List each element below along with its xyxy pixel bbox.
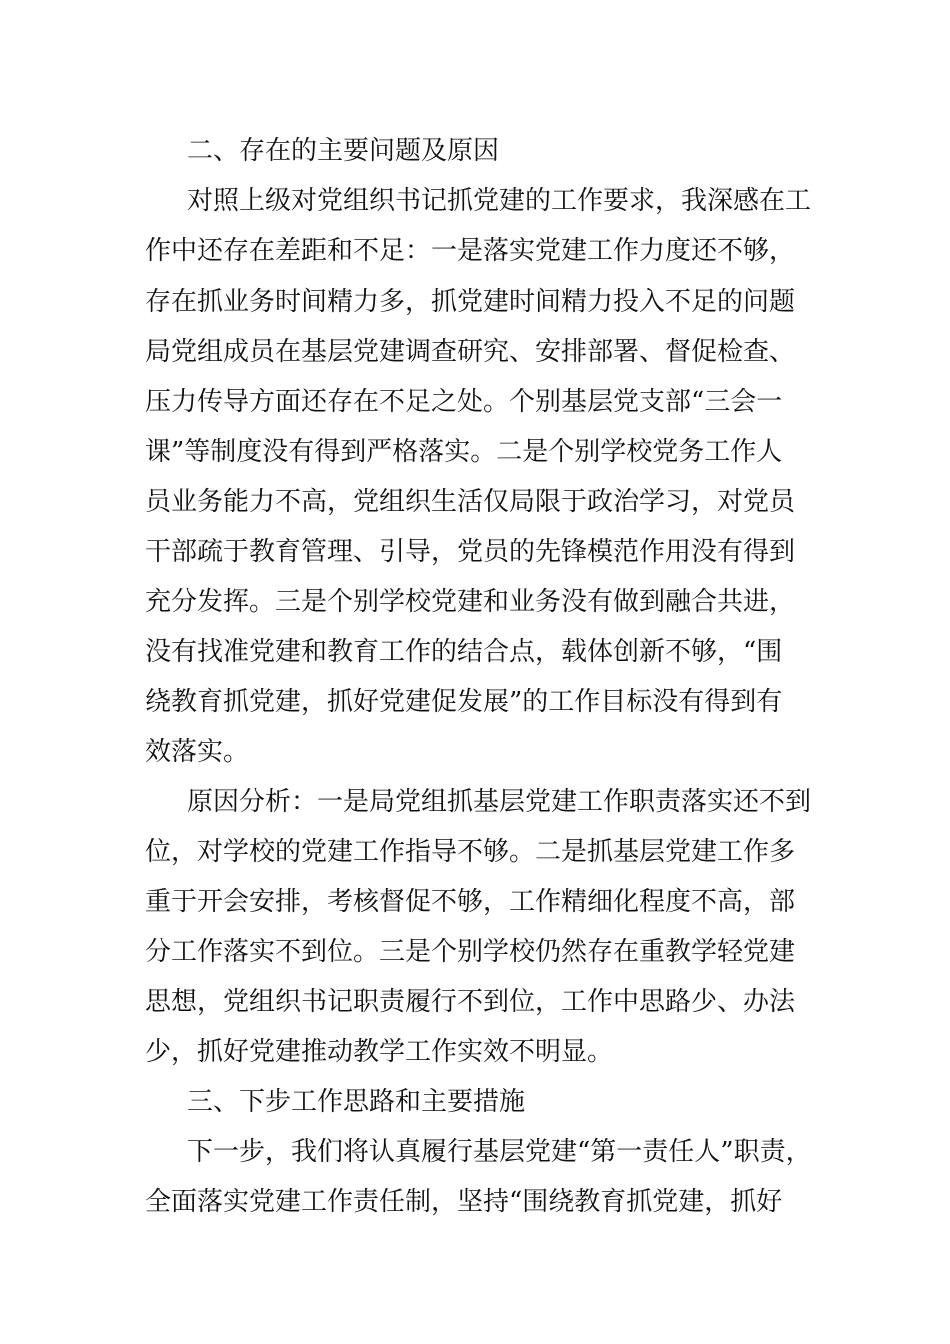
section-heading-next-steps: 三、下步工作思路和主要措施 (187, 1087, 526, 1117)
cause-paragraph-line: 思想，党组织书记职责履行不到位，工作中思路少、办法 (145, 987, 796, 1017)
problems-paragraph-line: 充分发挥。三是个别学校党建和业务没有做到融合共进， (145, 587, 796, 617)
cause-paragraph-line: 位，对学校的党建工作指导不够。二是抓基层党建工作多 (145, 837, 796, 867)
problems-paragraph-line: 没有找准党建和教育工作的结合点，载体创新不够，“围 (145, 637, 783, 667)
problems-paragraph-line: 作中还存在差距和不足：一是落实党建工作力度还不够， (145, 236, 796, 266)
problems-paragraph-line: 课”等制度没有得到严格落实。二是个别学校党务工作人 (145, 437, 783, 467)
cause-paragraph-line: 分工作落实不到位。三是个别学校仍然存在重教学轻党建 (145, 937, 796, 967)
problems-paragraph-line: 干部疏于教育管理、引导，党员的先锋模范作用没有得到 (145, 537, 796, 567)
cause-paragraph-line: 原因分析：一是局党组抓基层党建工作职责落实还不到 (187, 787, 812, 817)
problems-paragraph-line: 员业务能力不高，党组织生活仅局限于政治学习，对党员 (145, 487, 796, 517)
problems-paragraph-line: 绕教育抓党建，抓好党建促发展”的工作目标没有得到有 (145, 687, 783, 717)
problems-paragraph-line: 局党组成员在基层党建调查研究、安排部署、督促检查、 (145, 337, 796, 367)
next-steps-paragraph-line: 下一步，我们将认真履行基层党建“第一责任人”职责， (187, 1137, 812, 1167)
problems-paragraph-line: 效落实。 (145, 737, 250, 767)
problems-paragraph-line: 存在抓业务时间精力多，抓党建时间精力投入不足的问题 (145, 287, 796, 317)
cause-paragraph-line: 少，抓好党建推动教学工作实效不明显。 (145, 1037, 614, 1067)
cause-paragraph-line: 重于开会安排，考核督促不够，工作精细化程度不高，部 (145, 887, 796, 917)
problems-paragraph-line: 压力传导方面还存在不足之处。个别基层党支部“三会一 (145, 387, 783, 417)
problems-paragraph-line: 对照上级对党组织书记抓党建的工作要求，我深感在工 (187, 186, 812, 216)
next-steps-paragraph-line: 全面落实党建工作责任制，坚持“围绕教育抓党建，抓好 (145, 1187, 783, 1217)
section-heading-problems: 二、存在的主要问题及原因 (187, 136, 500, 166)
